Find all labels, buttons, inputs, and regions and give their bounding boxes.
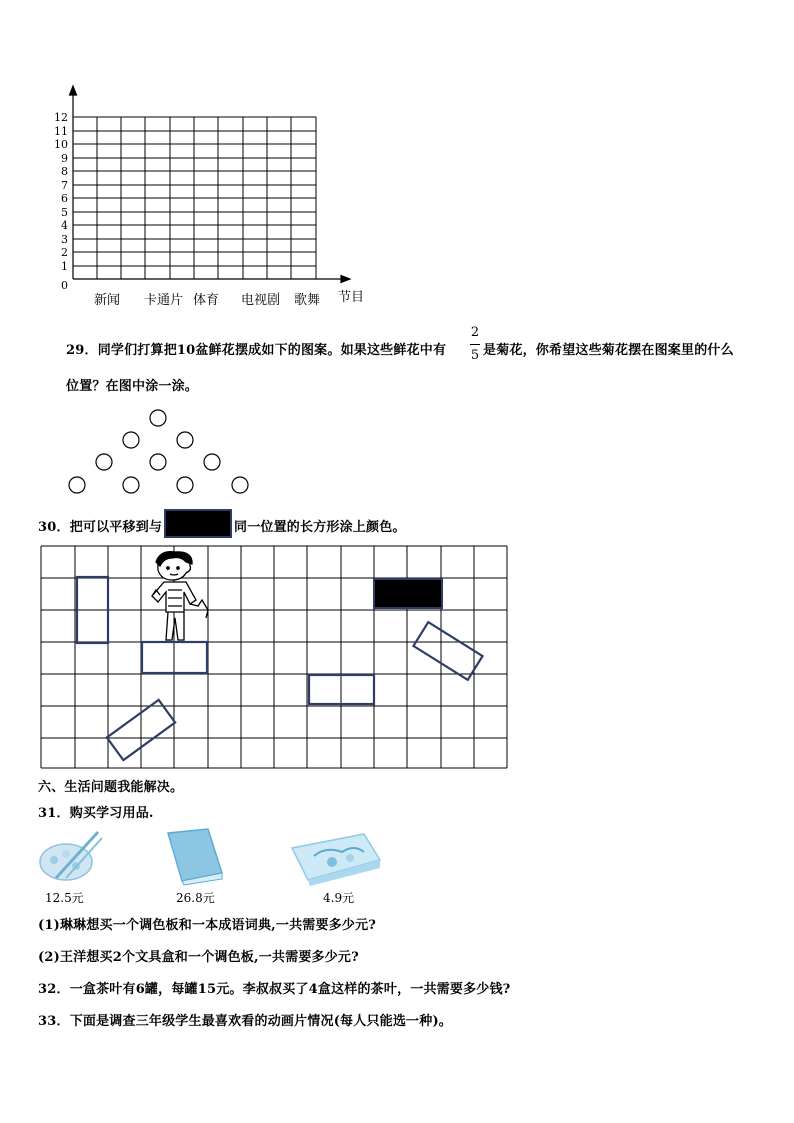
y-tick-label: 10 bbox=[54, 138, 68, 151]
q31-sub1: (1)琳琳想买一个调色板和一本成语词典,一共需要多少元? bbox=[38, 918, 377, 933]
y-tick-label: 11 bbox=[54, 124, 68, 138]
flower-pattern bbox=[60, 402, 260, 497]
pencil-case-icon bbox=[286, 826, 384, 888]
dictionary-icon bbox=[160, 825, 232, 887]
flower-circle-4 bbox=[96, 454, 112, 470]
fraction-denominator: 5 bbox=[470, 348, 480, 363]
flower-circle-3 bbox=[177, 432, 193, 448]
bar-chart-blank bbox=[0, 0, 794, 310]
y-tick-label: 8 bbox=[61, 165, 68, 178]
flower-circle-9 bbox=[177, 477, 193, 493]
flower-circle-8 bbox=[123, 477, 139, 493]
q31-title: 31．购买学习用品. bbox=[38, 806, 154, 821]
q33-text: 33．下面是调查三年级学生最喜欢看的动画片情况(每人只能选一种)。 bbox=[38, 1014, 452, 1029]
translation-grid bbox=[0, 540, 794, 775]
flower-circle-7 bbox=[69, 477, 85, 493]
boy-figure bbox=[152, 552, 208, 640]
x-label-song-dance: 歌舞 bbox=[294, 293, 321, 308]
x-label-news: 新闻 bbox=[94, 293, 121, 308]
fraction-numerator: 2 bbox=[470, 325, 480, 340]
tilted-rectangle-right bbox=[413, 622, 482, 680]
y-tick-label: 4 bbox=[61, 219, 68, 232]
y-tick-label: 5 bbox=[61, 205, 68, 219]
y-tick-label: 2 bbox=[61, 246, 68, 259]
flower-circle-6 bbox=[204, 454, 220, 470]
q30-text-after: 同一位置的长方形涂上颜色。 bbox=[234, 520, 406, 535]
x-label-cartoon: 卡通片 bbox=[144, 293, 184, 308]
y-tick-label: 7 bbox=[61, 178, 68, 192]
flower-circle-10 bbox=[232, 477, 248, 493]
x-axis-title: 节目 bbox=[338, 290, 365, 305]
price-pencil-case: 4.9元 bbox=[323, 891, 355, 905]
flower-circle-2 bbox=[123, 432, 139, 448]
q32-text: 32．一盒茶叶有6罐，每罐15元。李叔叔买了4盒这样的茶叶，一共需要多少钱? bbox=[38, 982, 511, 997]
y-tick-label: 3 bbox=[61, 232, 68, 246]
y-tick-label: 9 bbox=[61, 151, 68, 165]
flower-circle-5 bbox=[150, 454, 166, 470]
y-tick-label: 1 bbox=[61, 259, 68, 273]
section-six-heading: 六、生活问题我能解决。 bbox=[38, 780, 184, 795]
price-dictionary: 26.8元 bbox=[176, 891, 215, 905]
q29-line1 bbox=[66, 339, 446, 358]
q29-line1-end bbox=[483, 339, 734, 358]
q29-text-before: 29．同学们打算把10盆鲜花摆成如下的图案。如果这些鲜花中有 bbox=[66, 343, 447, 358]
y-tick-label: 6 bbox=[61, 192, 68, 205]
x-label-tv-drama: 电视剧 bbox=[241, 293, 281, 308]
flower-circle-1 bbox=[150, 410, 166, 426]
black-rectangle-target bbox=[374, 579, 442, 608]
chart-grid-svg bbox=[0, 0, 794, 310]
palette-icon bbox=[36, 826, 108, 886]
y-tick-label: 12 bbox=[54, 111, 68, 124]
fraction-bar bbox=[470, 344, 480, 345]
y-tick-label: 0 bbox=[61, 279, 68, 292]
q30-text-before: 30．把可以平移到与 bbox=[38, 520, 163, 535]
q31-sub2: (2)王洋想买2个文具盒和一个调色板,一共需要多少元? bbox=[38, 950, 359, 965]
q29-text-after: 是菊花，你希望这些菊花摆在图案里的什么 bbox=[483, 343, 734, 358]
black-rectangle-sample bbox=[164, 509, 232, 538]
price-palette: 12.5元 bbox=[45, 891, 84, 905]
x-label-sports: 体育 bbox=[193, 293, 220, 308]
q29-line2: 位置？在图中涂一涂。 bbox=[66, 379, 199, 394]
